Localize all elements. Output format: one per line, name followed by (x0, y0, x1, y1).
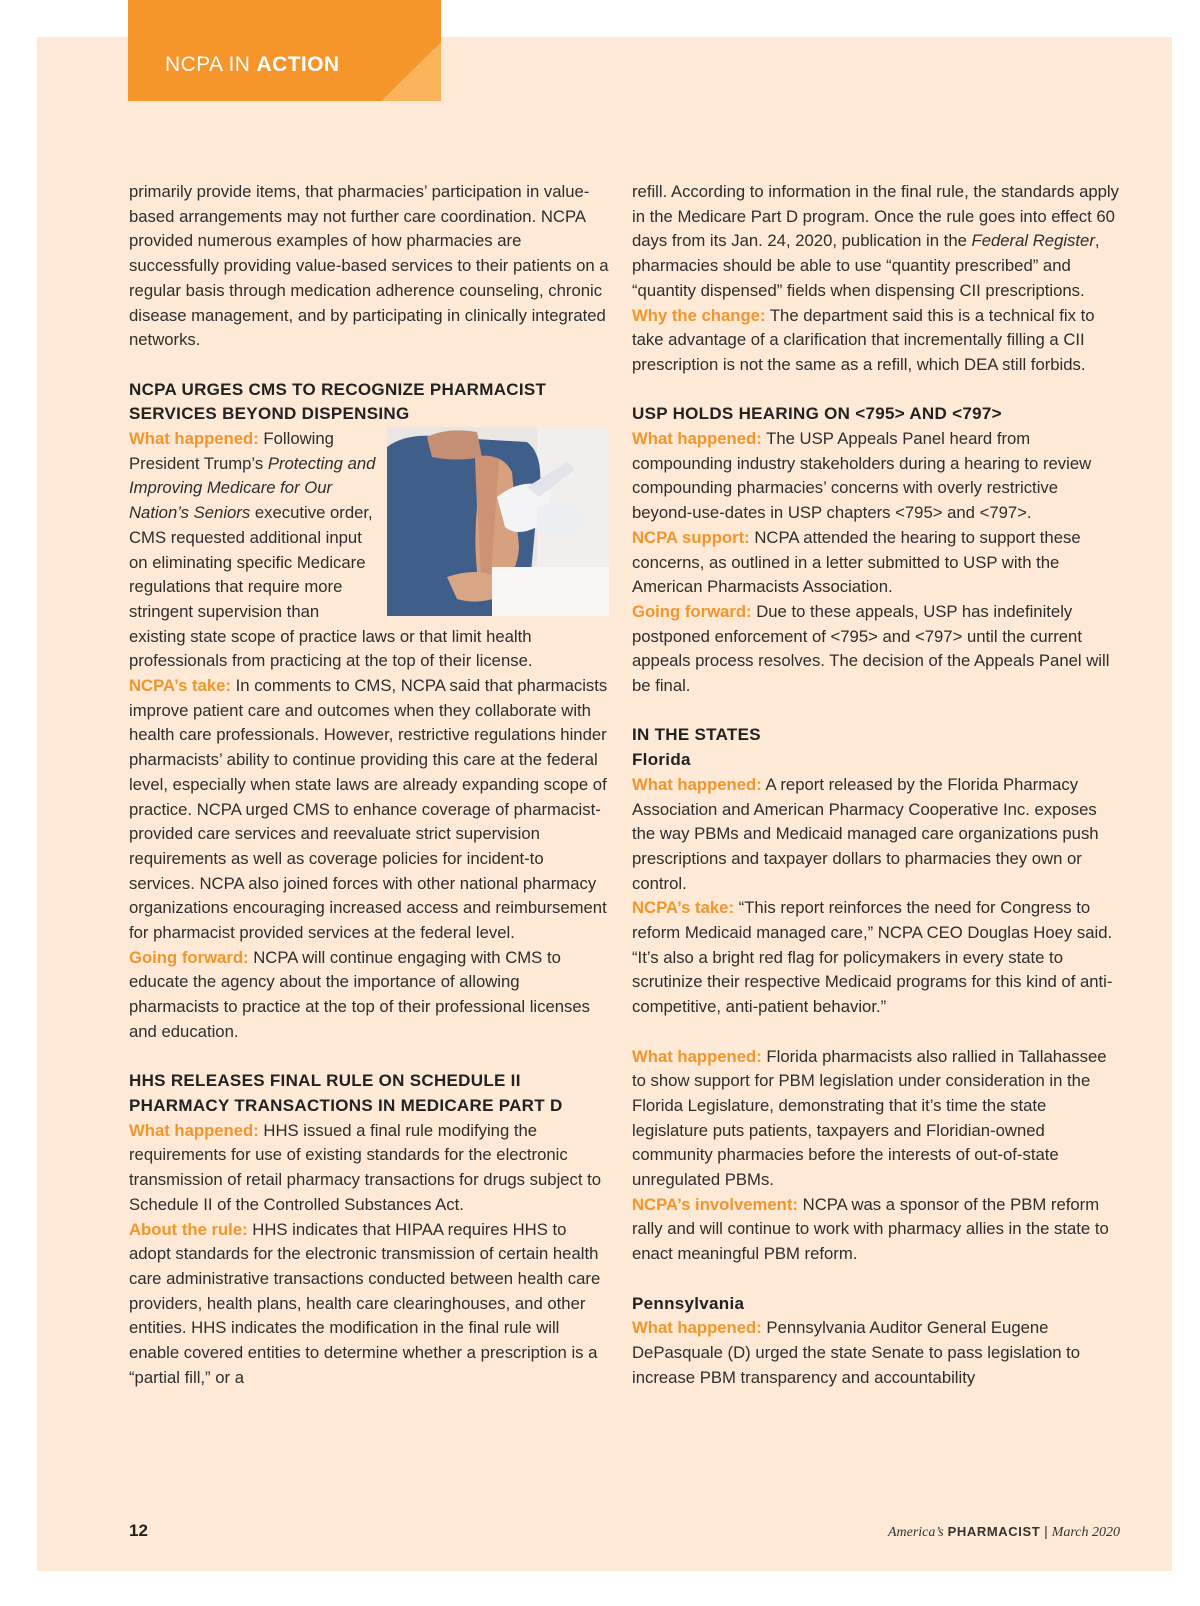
page-number: 12 (129, 1521, 148, 1540)
folded-corner (381, 42, 441, 101)
paragraph-ncpa-take-cms: NCPA’s take: In comments to CMS, NCPA said that pharmacists improve patient care and outcomes when they collaborate with health care professionals. However, restrictive regulations hinder pharmacists’ ability to continue providing this care at the federal level, especially when state laws are already expanding scope of practice. NCPA urged CMS to enhance coverage of pharmacist-provided care services and reevaluate strict supervision requirements as well as coverage policies for incident-to services. NCPA also joined forces with other national pharmacy organizations encouraging increased access and reimbursement for pharmacist provided services at the federal level. (129, 676, 608, 943)
headline-usp: USP HOLDS HEARING ON <795> AND <797> (632, 404, 1002, 424)
paragraph-florida-rally: What happened: Florida pharmacists also rallied in Tallahassee to show support for PBM legislation under consideration in the Florida Legislature, demonstrating that it’s time the state legislature puts patients, taxpayers and Floridian-owned community pharmacies before the interests of out-of-state unregulated PBMs. (632, 1046, 1107, 1190)
paragraph-florida-involvement: NCPA’s involvement: NCPA was a sponsor of the PBM reform rally and will continue to work with pharmacy allies in the state to enact meaningful PBM reform. (632, 1194, 1109, 1264)
paragraph-ncpa-support: NCPA support: NCPA attended the hearing to support these concerns, as outlined in a letter submitted to USP with the American Pharmacists Association. (632, 527, 1081, 597)
paragraph-what-happened-hhs: What happened: HHS issued a final rule modifying the requirements for use of existing standards for the electronic transmission of retail pharmacy transactions for drugs subject to Schedule II of the Controlled Substances Act. (129, 1120, 602, 1214)
headline-states: IN THE STATES (632, 725, 761, 745)
right-column (632, 180, 1120, 1390)
intro-paragraph: primarily provide items, that pharmacies’ participation in value-based arrangements may not further care coordination. NCPA provided numerous examples of how pharmacies are successfully providing value-based services to their patients on a regular basis through medication adherence counseling, chronic disease management, and by participating in clinically integrated networks. (129, 182, 609, 350)
paragraph-going-forward-cms: Going forward: NCPA will continue engaging with CMS to educate the agency about the importance of allowing pharmacists to practice at the top of their professional licenses and education. (129, 947, 590, 1041)
paragraph-florida-take: NCPA’s take: “This report reinforces the need for Congress to reform Medicaid managed care,” NCPA CEO Douglas Hoey said. “It’s also a bright red flag for policymakers in every state to scrutinize their respective Medicaid programs for this kind of anti-competitive, anti-patient behavior.” (632, 898, 1113, 1017)
paragraph-what-happened-usp: What happened: The USP Appeals Panel heard from compounding industry stakeholders during a hearing to review compounding pharmacies’ concerns with overly restrictive beyond-use-dates in USP chapters <795> and <797>. (632, 429, 1092, 523)
paragraph-what-happened-cms: What happened: Following President Trump’s Protecting and Improving Medicare for Our Nation’s Seniors executive order, CMS requested additional input on eliminating specific Medicare regulations that require more stringent supervision than existing state scope of practice laws or that limit health professionals from practicing at the top of their license. (129, 427, 609, 674)
magazine-footer: America’s PHARMACIST | March 2020 (887, 1523, 1120, 1540)
paragraph-going-forward-usp: Going forward: Due to these appeals, USP has indefinitely postponed enforcement of <795> and <797> until the current appeals process resolves. The decision of the Appeals Panel will be final. (632, 601, 1110, 696)
subhead-pennsylvania: Pennsylvania (632, 1293, 745, 1313)
paragraph-florida-report: What happened: A report released by the Florida Pharmacy Association and American Pharmacy Cooperative Inc. exposes the way PBMs and Medicaid managed care organizations push prescriptions and taxpayer dollars to pharmacies they own or control. (632, 774, 1099, 893)
paragraph-why-change: Why the change: The department said this is a technical fix to take advantage of a clarification that incrementally filling a CII prescription is not the same as a refill, which DEA still forbids. (632, 305, 1095, 374)
left-column (129, 180, 609, 1390)
headline-hhs: HHS RELEASES FINAL RULE ON SCHEDULE II PHARMACY TRANSACTIONS IN MEDICARE PART D (129, 1071, 563, 1115)
paragraph-about-rule: About the rule: HHS indicates that HIPAA requires HHS to adopt standards for the electronic transmission of certain health care administrative transactions conducted between health care providers, health plans, health care clearinghouses, and other entities. HHS indicates the modification in the final rule will enable covered entities to determine whether a prescription is a “partial fill,” or a (129, 1219, 601, 1387)
vaccination-photo (387, 427, 609, 616)
paragraph-pennsylvania: What happened: Pennsylvania Auditor General Eugene DePasquale (D) urged the state Senate to pass legislation to increase PBM transparency and accountability (632, 1318, 1081, 1387)
headline-cms: NCPA URGES CMS TO RECOGNIZE PHARMACIST SERVICES BEYOND DISPENSING (129, 379, 547, 424)
section-label: NCPA IN ACTION (165, 53, 340, 76)
paragraph-refill: refill. According to information in the final rule, the standards apply in the Medicare Part D program. Once the rule goes into effect 60 days from its Jan. 24, 2020, publication in the Federal Register, pharmacies should be able to use “quantity prescribed” and “quantity dispensed” fields when dispensing CII prescriptions. (632, 182, 1119, 300)
subhead-florida: Florida (632, 750, 691, 770)
